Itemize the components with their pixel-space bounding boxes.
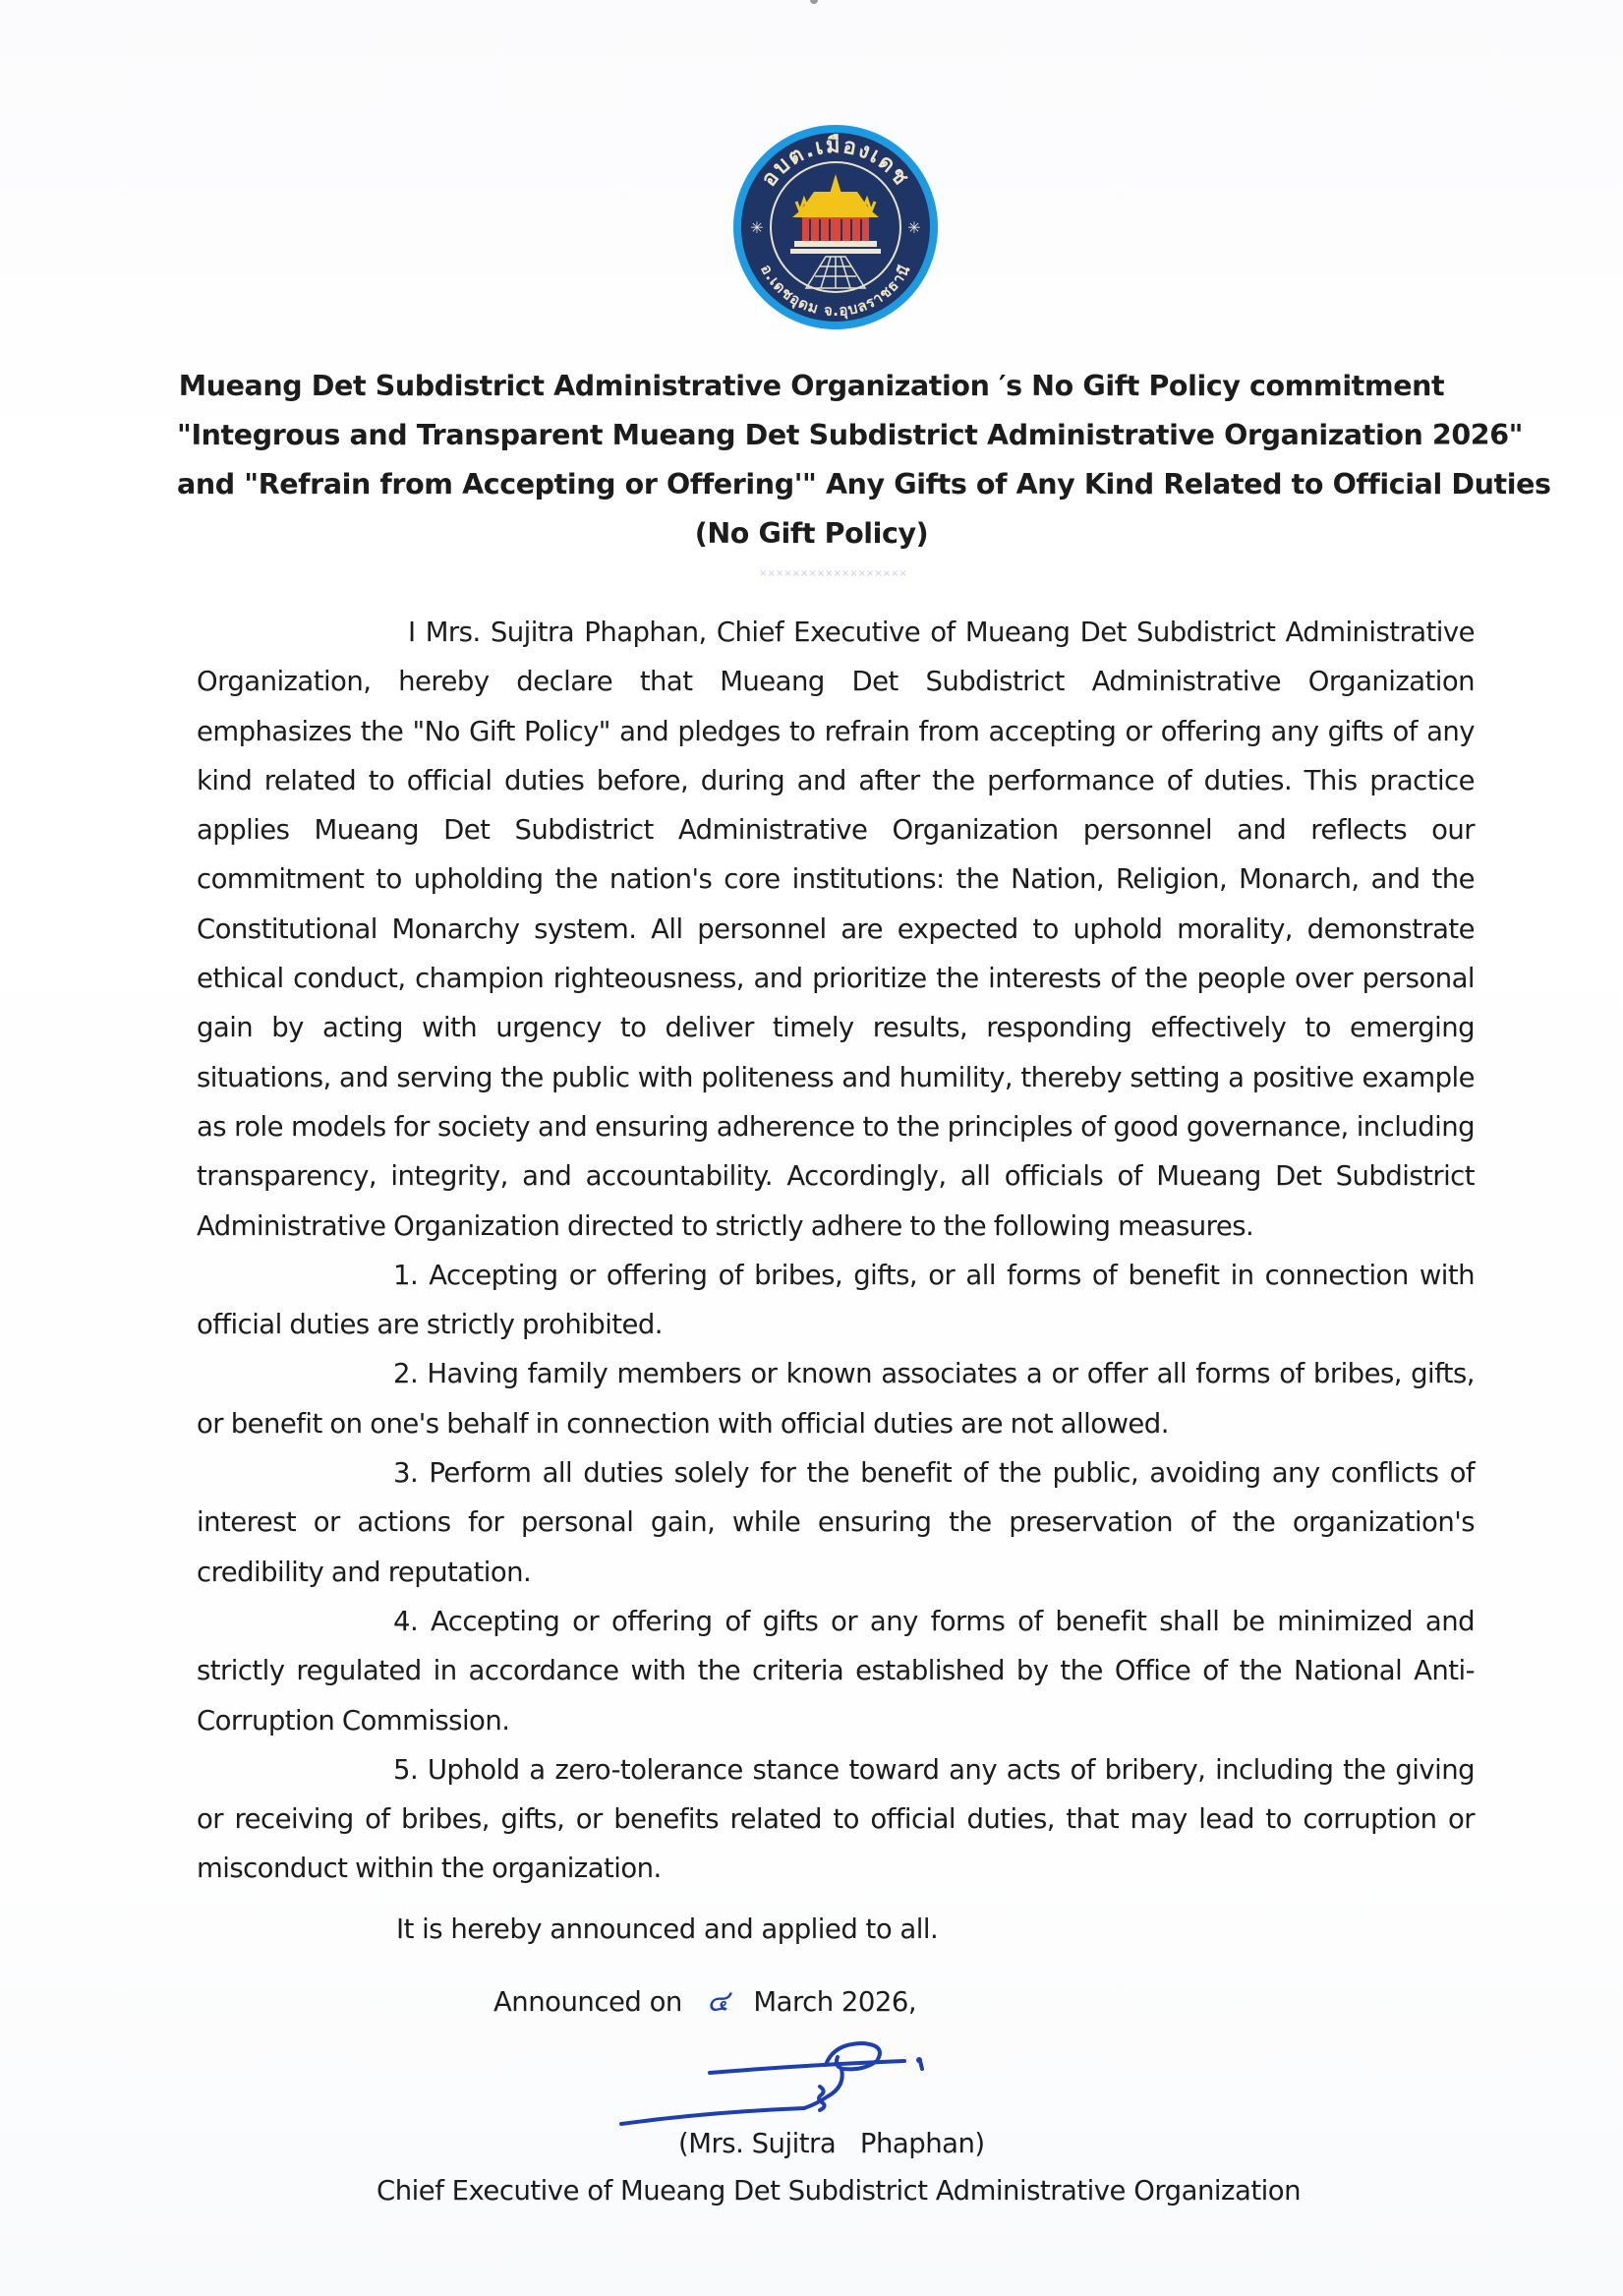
announcement-date <box>493 1978 916 2025</box>
handwritten-signature-icon <box>609 2035 1042 2134</box>
handwritten-day: ๔ <box>707 1984 729 2019</box>
document-body <box>197 608 1475 1894</box>
measure-item-1: 1. Accepting or offering of bribes, gifts, or all forms of benefit in connection with official duties are strictly prohibited. <box>197 1259 1475 1341</box>
announced-prefix: Announced on <box>493 1986 682 2018</box>
closing-statement: It is hereby announced and applied to all. <box>396 1913 939 1945</box>
measure-item-3: 3. Perform all duties solely for the benefit of the public, avoiding any conflicts of interest or actions for personal gain, while ensuring the preservation of the organization's credibility and reputation. <box>197 1457 1475 1588</box>
organization-seal-icon <box>731 123 940 331</box>
svg-text:✳: ✳ <box>750 218 764 237</box>
title-line-3: and "Refrain from Accepting or Offering'" Any Gifts of Any Kind Related to Official Duties <box>177 468 1551 500</box>
title-line-4: (No Gift Policy) <box>694 517 929 550</box>
intro-paragraph: I Mrs. Sujitra Phaphan, Chief Executive of Mueang Det Subdistrict Administrative Organization, hereby declare that Mueang Det Subdistrict Administrative Organization emphasizes the "No Gift Policy" and pledges to refrain from accepting or offering any gifts of any kind related to official duties before, during and after the performance of duties. This practice applies Mueang Det Subdistrict Administrative Organization personnel and reflects our commitment to upholding the nation's core institutions: the Nation, Religion, Monarch, and the Constitutional Monarchy system. All personnel are expected to uphold morality, demonstrate ethical conduct, champion righteousness, and prioritize the interests of the people over personal gain by acting with urgency to deliver timely results, responding effectively to emerging situations, and serving the public with politeness and humility, thereby setting a positive example as role models for society and ensuring adherence to the principles of good governance, including transparency, integrity, and accountability. Accordingly, all officials of Mueang Det Subdistrict Administrative Organization directed to strictly adhere to the following measures. <box>197 617 1475 1242</box>
svg-text:✳: ✳ <box>907 218 921 237</box>
announced-suffix: March 2026, <box>753 1986 917 2018</box>
measure-item-4: 4. Accepting or offering of gifts or any forms of benefit shall be minimized and strictly regulated in accordance with the criteria established by the Office of the National Anti-Corruption Commission. <box>197 1605 1475 1737</box>
signatory-title: Chief Executive of Mueang Det Subdistrict Administrative Organization <box>377 2175 1302 2207</box>
title-line-1: Mueang Det Subdistrict Administrative Organization ′s No Gift Policy commitment <box>178 370 1445 402</box>
document-title <box>177 362 1551 559</box>
measure-item-2: 2. Having family members or known associates a or offer all forms of bribes, gifts, or benefit on one's behalf in connection with official duties are not allowed. <box>197 1358 1475 1440</box>
scan-mark <box>810 0 818 4</box>
seal-top-text: อบต.เมืองเดช <box>756 133 915 192</box>
measure-item-5: 5. Uphold a zero-tolerance stance toward any acts of bribery, including the giving or receiving of bribes, gifts, or benefits related to official duties, that may lead to corruption or misconduct within the organization. <box>197 1753 1475 1885</box>
title-line-2: "Integrous and Transparent Mueang Det Subdistrict Administrative Organization 2026" <box>177 419 1524 451</box>
seal-bottom-text: อ.เดชอุดม จ.อุบลราชธานี <box>757 261 914 321</box>
title-separator: ×××××××××××××××××× <box>759 568 907 579</box>
signatory-name: (Mrs. Sujitra Phaphan) <box>678 2128 985 2159</box>
